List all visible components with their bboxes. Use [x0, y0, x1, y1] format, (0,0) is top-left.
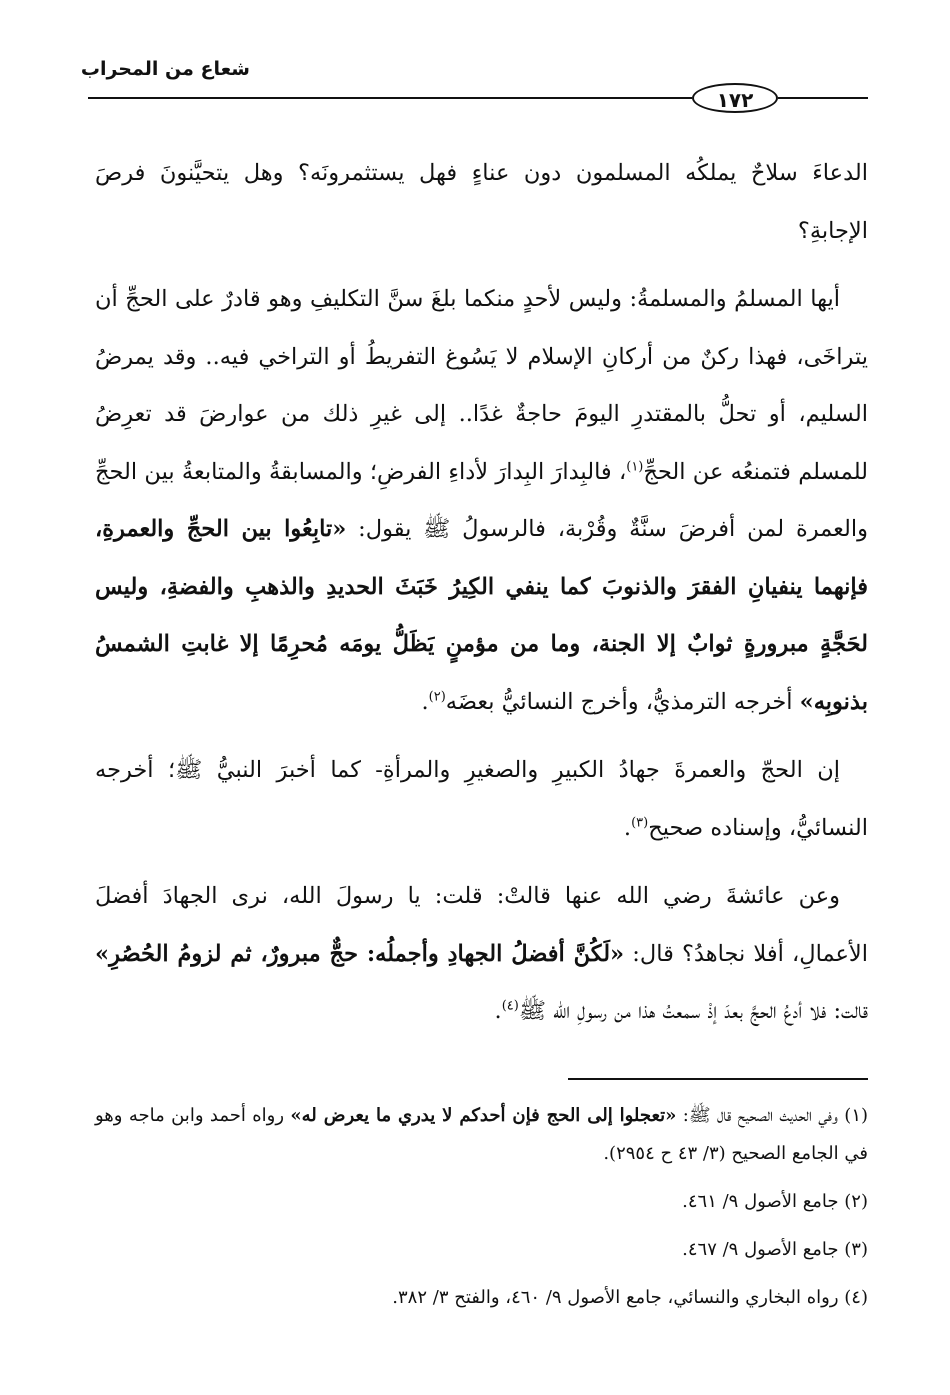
footnote-1	[95, 1097, 868, 1173]
paragraph-1: الدعاءَ سلاحٌ يملكُه المسلمون دون عناءٍ فهل يستثمرونَه؟ وهل يتحيَّنونَ فرصَ الإجابةِ؟	[95, 160, 868, 244]
footnote-2: (٢) جامع الأصول ٩/ ٤٦١.	[682, 1191, 868, 1212]
footnote-1-text: (١) وفي الحديث الصحيح قال ﷺ:	[676, 1105, 869, 1126]
header-rule-left	[88, 97, 692, 99]
paragraph-2: أيها المسلمُ والمسلمةُ: وليس لأحدٍ منكما بلغَ سنَّ التكليفِ وهو قادرٌ على الحجِّ أن يتراخَى، فهذا ركنٌ من أركانِ الإسلام لا يَسُوغ التفريطُ أو التراخي فيه.. وقد يمرضُ السليم، أو تحلُّ بالمقتدرِ اليومَ حاجةٌ غدًا.. إلى غيرِ ذلك من عوارضَ قد تعرِضُ للمسلم فتمنعُه عن الحجِّ$^{(١)}$، فالبِدارَ البِدارَ لأداءِ الفرضِ؛ والمسابقةُ والمتابعةُ بين الحجِّ والعمرة لمن أفرضَ سنَّةٌ وقُرْبة، فالرسولُ ﷺ يقول: «تابِعُوا بين الحجِّ والعمرةِ، فإنهما ينفيانِ الفقرَ والذنوبَ كما ينفي الكِيرُ خَبَثَ الحديدِ والذهبِ والفضةِ، وليس لحَجَّةٍ مبرورةٍ ثوابٌ إلا الجنة، وما من مؤمنٍ يَظَلُّ يومَه مُحرِمًا إلا غابتِ الشمسُ بذنوبِه» أخرجه الترمذيُّ، وأخرج النسائيُّ بعضَه$^{(٢)}$.	[95, 286, 868, 715]
header-rule-right	[778, 97, 868, 99]
footnote-ref-3: (٣)	[631, 815, 649, 830]
paragraph-4: وعن عائشةَ رضي الله عنها قالتْ: قلت: يا رسولَ الله، نرى الجهادَ أفضلَ الأعمالِ، أفلا نجاهدُ؟ قال: «لَكُنَّ أفضلُ الجهادِ وأجملُه: حجٌّ مبرورٌ، ثم لزومُ الحُصُرِ» قالت: فلا أدعُ الحجَّ بعدَ إذْ سمعتُ هذا من رسولِ الله ﷺ$^{(٤)}$.	[95, 883, 868, 1024]
paragraph-2-text-b: ، فالبِدارَ البِدارَ لأداءِ الفرضِ؛ والمسابقةُ والمتابعةُ بين الحجِّ والعمرة لمن أفرضَ سنَّةٌ وقُرْبة، فالرسولُ ﷺ يقول:	[95, 458, 868, 542]
paragraph-3: إن الحجّ والعمرةَ جهادُ الكبيرِ والصغيرِ والمرأةِ- كما أخبرَ النبيُّ ﷺ؛ أخرجه النسائيُّ، وإسناده صحيح$^{(٣)}$.	[95, 757, 868, 841]
main-text	[95, 145, 868, 1041]
paragraph-4-text: وعن عائشةَ رضي الله عنها قالتْ: قلت: يا رسولَ الله، نرى الجهادَ أفضلَ الأعمالِ، أفلا نجاهدُ؟ قال:	[95, 883, 868, 967]
footnote-ref-4: (٤)	[501, 998, 519, 1014]
footnote-ref-1: (١)	[626, 459, 644, 474]
footnote-ref-2: (٢)	[428, 689, 446, 704]
page-number-badge: ١٧٢	[692, 83, 778, 113]
paragraph-2-text: أيها المسلمُ والمسلمةُ: وليس لأحدٍ منكما بلغَ سنَّ التكليفِ وهو قادرٌ على الحجِّ أن يتراخَى، فهذا ركنٌ من أركانِ الإسلام لا يَسُوغ التفريطُ أو التراخي فيه.. وقد يمرضُ السليم، أو تحلُّ بالمقتدرِ اليومَ حاجةٌ غدًا.. إلى غيرِ ذلك من عوارضَ قد تعرِضُ للمسلم فتمنعُه عن الحجِّ	[95, 286, 868, 485]
paragraph-4-text-b: قالت: فلا أدعُ الحجَّ بعدَ إذْ سمعتُ هذا من رسولِ الله ﷺ	[518, 998, 868, 1024]
paragraph-2-text-c: أخرجه الترمذيُّ، وأخرج النسائيُّ بعضَه	[445, 688, 800, 715]
footnote-3: (٣) جامع الأصول ٩/ ٤٦٧.	[682, 1239, 868, 1260]
footnote-1-source: رواه أحمد وابن ماجه وهو في الجامع الصحيح (٣/ ٤٣ ح ٢٩٥٤).	[95, 1105, 868, 1164]
footnote-1-hadith: «تعجلوا إلى الحج فإن أحدكم لا يدري ما يعرض له»	[290, 1105, 677, 1126]
paragraph-3-text: إن الحجّ والعمرةَ جهادُ الكبيرِ والصغيرِ والمرأةِ- كما أخبرَ النبيُّ ﷺ؛ أخرجه النسائيُّ، وإسناده صحيح	[95, 757, 868, 841]
hadith-quote-2: «لَكُنَّ أفضلُ الجهادِ وأجملُه: حجٌّ مبرورٌ، ثم لزومُ الحُصُرِ»	[95, 940, 625, 967]
footnote-4: (٤) رواه البخاري والنسائي، جامع الأصول ٩/ ٤٦٠، والفتح ٣/ ٣٨٢.	[392, 1287, 868, 1308]
running-header-title: شعاع من المحراب	[80, 58, 250, 80]
footnotes	[95, 1097, 868, 1317]
hadith-quote-1: «تابِعُوا بين الحجِّ والعمرةِ، فإنهما ينفيانِ الفقرَ والذنوبَ كما ينفي الكِيرُ خَبَثَ الحديدِ والذهبِ والفضةِ، وليس لحَجَّةٍ مبرورةٍ ثوابٌ إلا الجنة، وما من مؤمنٍ يَظَلُّ يومَه مُحرِمًا إلا غابتِ الشمسُ بذنوبِه»	[95, 516, 868, 715]
footnote-separator	[568, 1078, 868, 1080]
